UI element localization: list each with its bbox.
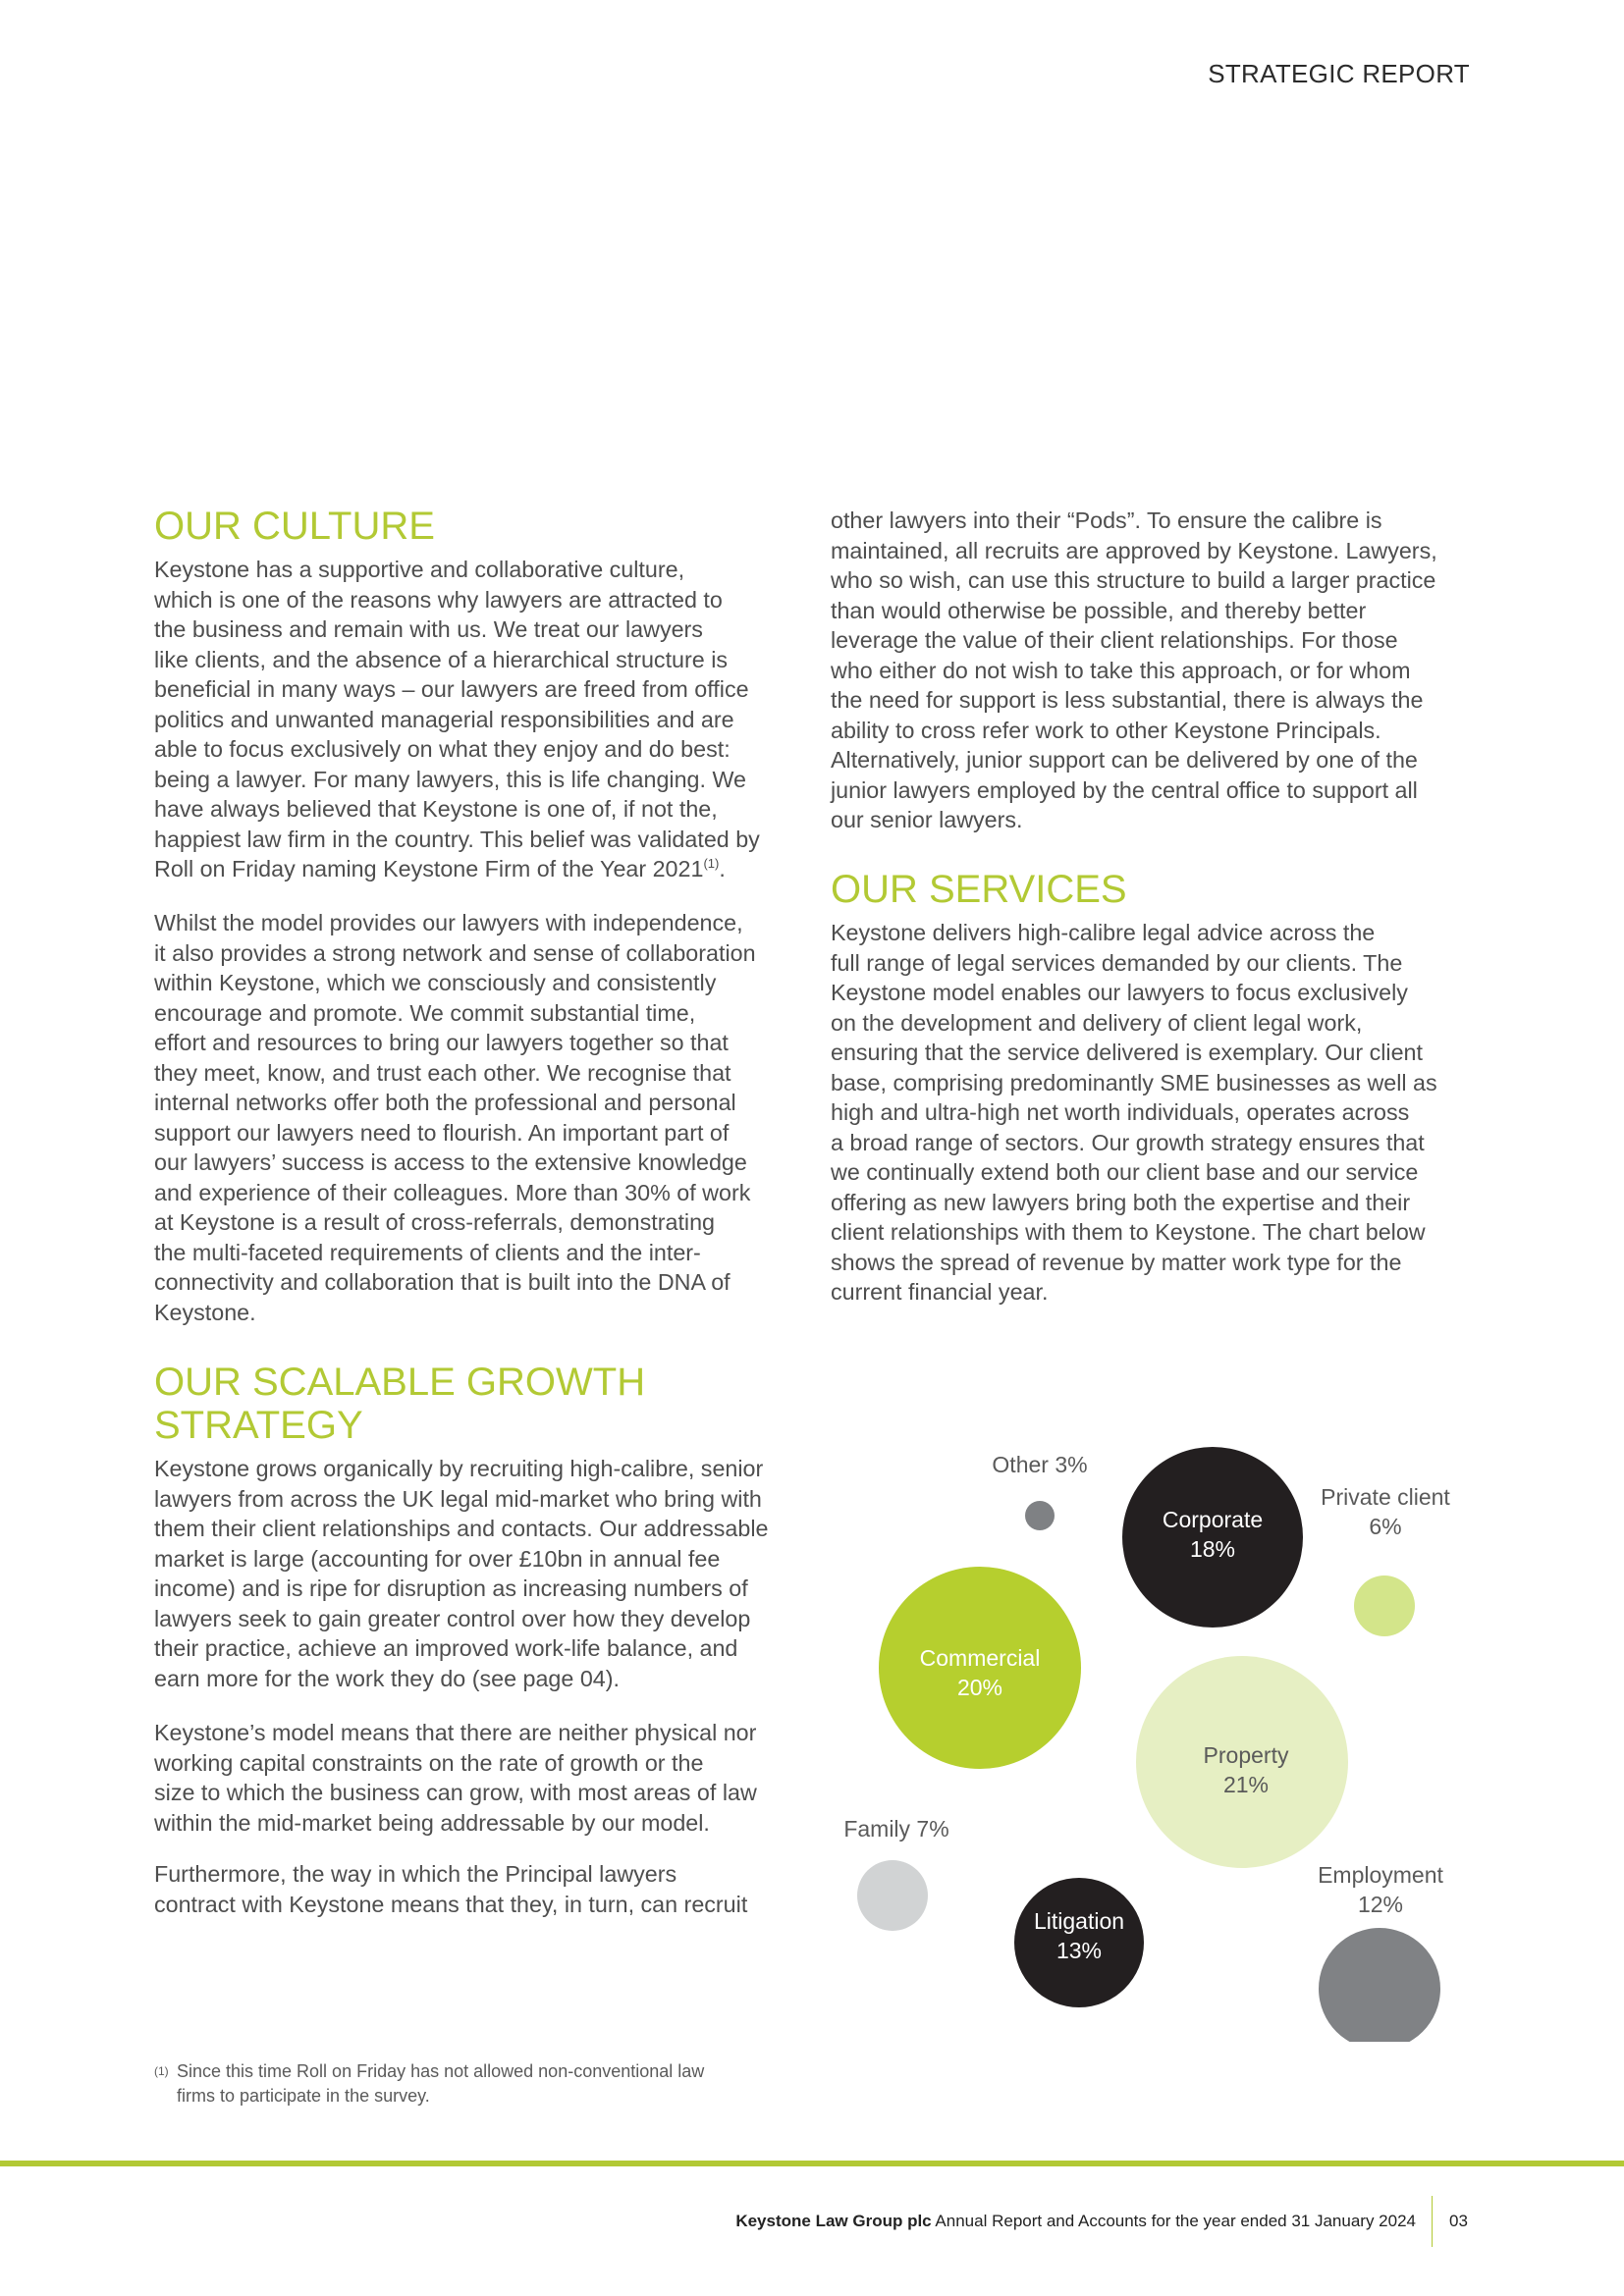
bubble-private-client bbox=[1354, 1575, 1415, 1636]
services-paragraph bbox=[831, 918, 1437, 1308]
bubble-label-other: Other 3% bbox=[992, 1452, 1088, 1477]
line: current financial year. bbox=[831, 1279, 1049, 1305]
line: income) and is ripe for disruption as increasing numbers of bbox=[154, 1575, 748, 1601]
section-header: STRATEGIC REPORT bbox=[1208, 59, 1470, 88]
line: Keystone has a supportive and collaborative culture, bbox=[154, 557, 685, 582]
line: working capital constraints on the rate of growth or the bbox=[154, 1749, 704, 1776]
line: maintained, all recruits are approved by Keystone. Lawyers, bbox=[831, 537, 1437, 563]
footer-rule bbox=[0, 2161, 1624, 2166]
heading-line: OUR SCALABLE GROWTH bbox=[154, 1361, 646, 1404]
footer-title bbox=[735, 2212, 1416, 2231]
line: which is one of the reasons why lawyers are attracted to bbox=[154, 586, 723, 613]
line: ability to cross refer work to other Keystone Principals. bbox=[831, 717, 1381, 743]
line: lawyers from across the UK legal mid-market who bring with bbox=[154, 1485, 762, 1512]
line: Whilst the model provides our lawyers with independence, bbox=[154, 910, 743, 935]
line: Keystone grows organically by recruiting high-calibre, senior bbox=[154, 1456, 764, 1481]
line: junior lawyers employed by the central office to support all bbox=[831, 776, 1418, 803]
line: we continually extend both our client base and our service bbox=[831, 1159, 1419, 1185]
bubble-label-family: Family 7% bbox=[843, 1816, 949, 1842]
line: other lawyers into their “Pods”. To ensure the calibre is bbox=[831, 507, 1382, 533]
line: lawyers seek to gain greater control over how they develop bbox=[154, 1605, 751, 1631]
line: the need for support is less substantial, there is always the bbox=[831, 687, 1424, 713]
growth-paragraph-1 bbox=[154, 1454, 768, 1693]
pods-paragraph bbox=[831, 506, 1437, 835]
heading-line: STRATEGY bbox=[154, 1404, 363, 1447]
bubble-value-employment: 12% bbox=[1357, 1892, 1404, 1917]
line: earn more for the work they do (see page 04). bbox=[154, 1665, 620, 1691]
line: full range of legal services demanded by our clients. The bbox=[831, 949, 1403, 976]
line: Furthermore, the way in which the Principal lawyers bbox=[154, 1861, 677, 1887]
line: their practice, achieve an improved work-life balance, and bbox=[154, 1635, 738, 1661]
line: support our lawyers need to flourish. An important part of bbox=[154, 1119, 730, 1146]
culture-heading: OUR CULTURE bbox=[154, 505, 435, 548]
line: our senior lawyers. bbox=[831, 807, 1023, 832]
line: like clients, and the absence of a hierarchical structure is bbox=[154, 646, 729, 672]
bubble-value-litigation: 13% bbox=[1056, 1938, 1103, 1963]
line: happiest law firm in the country. This belief was validated by bbox=[154, 826, 760, 852]
line: beneficial in many ways – our lawyers are freed from office bbox=[154, 676, 749, 702]
line: base, comprising predominantly SME businesses as well as bbox=[831, 1069, 1437, 1095]
growth-paragraph-2 bbox=[154, 1718, 757, 1838]
footnote-reference: (1) bbox=[703, 856, 720, 872]
bubble-label-private-client: Private client bbox=[1321, 1484, 1450, 1510]
bubble-employment bbox=[1319, 1928, 1440, 2042]
bubble-label-property: Property bbox=[1203, 1742, 1289, 1768]
line: internal networks offer both the professional and personal bbox=[154, 1090, 736, 1115]
line: on the development and delivery of client legal work, bbox=[831, 1009, 1363, 1036]
line: being a lawyer. For many lawyers, this is life changing. We bbox=[154, 766, 746, 792]
bubble-label-litigation: Litigation bbox=[1033, 1908, 1125, 1934]
culture-paragraph-1 bbox=[154, 555, 760, 884]
footnote-mark: (1) bbox=[154, 2064, 169, 2078]
line: effort and resources to bring our lawyers together so that bbox=[154, 1030, 729, 1055]
line: who so wish, can use this structure to build a larger practice bbox=[831, 567, 1436, 593]
bubble-label-corporate: Corporate bbox=[1162, 1507, 1264, 1532]
line: shows the spread of revenue by matter work type for the bbox=[831, 1249, 1402, 1275]
page-number: 03 bbox=[1449, 2212, 1468, 2230]
bubble-value-corporate: 18% bbox=[1189, 1536, 1236, 1562]
growth-paragraph-3 bbox=[154, 1859, 747, 1919]
line: they meet, know, and trust each other. We recognise that bbox=[154, 1059, 731, 1086]
line: high and ultra-high net worth individuals, operates across bbox=[831, 1099, 1410, 1125]
line-end: . bbox=[719, 856, 726, 881]
bubble-label-commercial: Commercial bbox=[919, 1645, 1041, 1671]
line: Keystone model enables our lawyers to focus exclusively bbox=[831, 980, 1408, 1005]
bubble-other bbox=[1025, 1501, 1055, 1530]
footnote-line: firms to participate in the survey. bbox=[177, 2086, 430, 2106]
line: Keystone’s model means that there are neither physical nor bbox=[154, 1720, 757, 1745]
line: within Keystone, which we consciously and consistently bbox=[154, 970, 717, 995]
line: than would otherwise be possible, and thereby better bbox=[831, 597, 1367, 623]
line: Keystone. bbox=[154, 1299, 256, 1325]
line: market is large (accounting for over £10bn in annual fee bbox=[154, 1545, 721, 1572]
line: encourage and promote. We commit substantial time, bbox=[154, 999, 696, 1026]
line: leverage the value of their client relationships. For those bbox=[831, 627, 1398, 653]
line: the business and remain with us. We treat our lawyers bbox=[154, 616, 703, 642]
footnote bbox=[154, 2059, 704, 2109]
line: the multi-faceted requirements of clients and the inter- bbox=[154, 1239, 701, 1265]
revenue-by-work-type-chart bbox=[825, 1433, 1473, 2042]
bubble-value-private-client: 6% bbox=[1369, 1514, 1402, 1539]
line: at Keystone is a result of cross-referrals, demonstrating bbox=[154, 1209, 716, 1235]
services-heading: OUR SERVICES bbox=[831, 868, 1127, 911]
line: contract with Keystone means that they, in turn, can recruit bbox=[154, 1891, 748, 1917]
bubble-family bbox=[857, 1860, 928, 1931]
line: connectivity and collaboration that is built into the DNA of bbox=[154, 1269, 731, 1295]
line: client relationships with them to Keystone. The chart below bbox=[831, 1219, 1426, 1245]
footer-divider bbox=[1432, 2196, 1433, 2247]
line: able to focus exclusively on what they enjoy and do best: bbox=[154, 736, 731, 762]
line-text: Roll on Friday naming Keystone Firm of the Year 2021 bbox=[154, 856, 704, 881]
line bbox=[154, 854, 760, 884]
line: have always believed that Keystone is one of, if not the, bbox=[154, 796, 718, 822]
line: offering as new lawyers bring both the expertise and their bbox=[831, 1189, 1411, 1215]
line: our lawyers’ success is access to the extensive knowledge bbox=[154, 1149, 747, 1175]
bubble-value-commercial: 20% bbox=[956, 1675, 1003, 1700]
culture-paragraph-2 bbox=[154, 908, 756, 1327]
line: Alternatively, junior support can be delivered by one of the bbox=[831, 747, 1418, 773]
growth-heading bbox=[154, 1361, 645, 1447]
line: politics and unwanted managerial responsibilities and are bbox=[154, 706, 734, 732]
line: size to which the business can grow, with most areas of law bbox=[154, 1780, 757, 1805]
line: Keystone delivers high-calibre legal advice across the bbox=[831, 920, 1376, 945]
line: it also provides a strong network and sense of collaboration bbox=[154, 939, 756, 966]
line: within the mid-market being addressable by our model. bbox=[154, 1809, 710, 1836]
line: who either do not wish to take this approach, or for whom bbox=[831, 657, 1411, 683]
footnote-line: Since this time Roll on Friday has not allowed non-conventional law bbox=[177, 2061, 705, 2081]
line: and experience of their colleagues. More than 30% of work bbox=[154, 1179, 751, 1205]
line: them their client relationships and contacts. Our addressable bbox=[154, 1516, 769, 1541]
line: a broad range of sectors. Our growth strategy ensures that bbox=[831, 1129, 1425, 1155]
line: ensuring that the service delivered is exemplary. Our client bbox=[831, 1040, 1423, 1065]
footer-company: Keystone Law Group plc bbox=[735, 2212, 932, 2230]
bubble-value-property: 21% bbox=[1222, 1772, 1270, 1797]
footer-report-title: Annual Report and Accounts for the year ended 31 January 2024 bbox=[931, 2212, 1416, 2230]
bubble-label-employment: Employment bbox=[1318, 1862, 1443, 1888]
